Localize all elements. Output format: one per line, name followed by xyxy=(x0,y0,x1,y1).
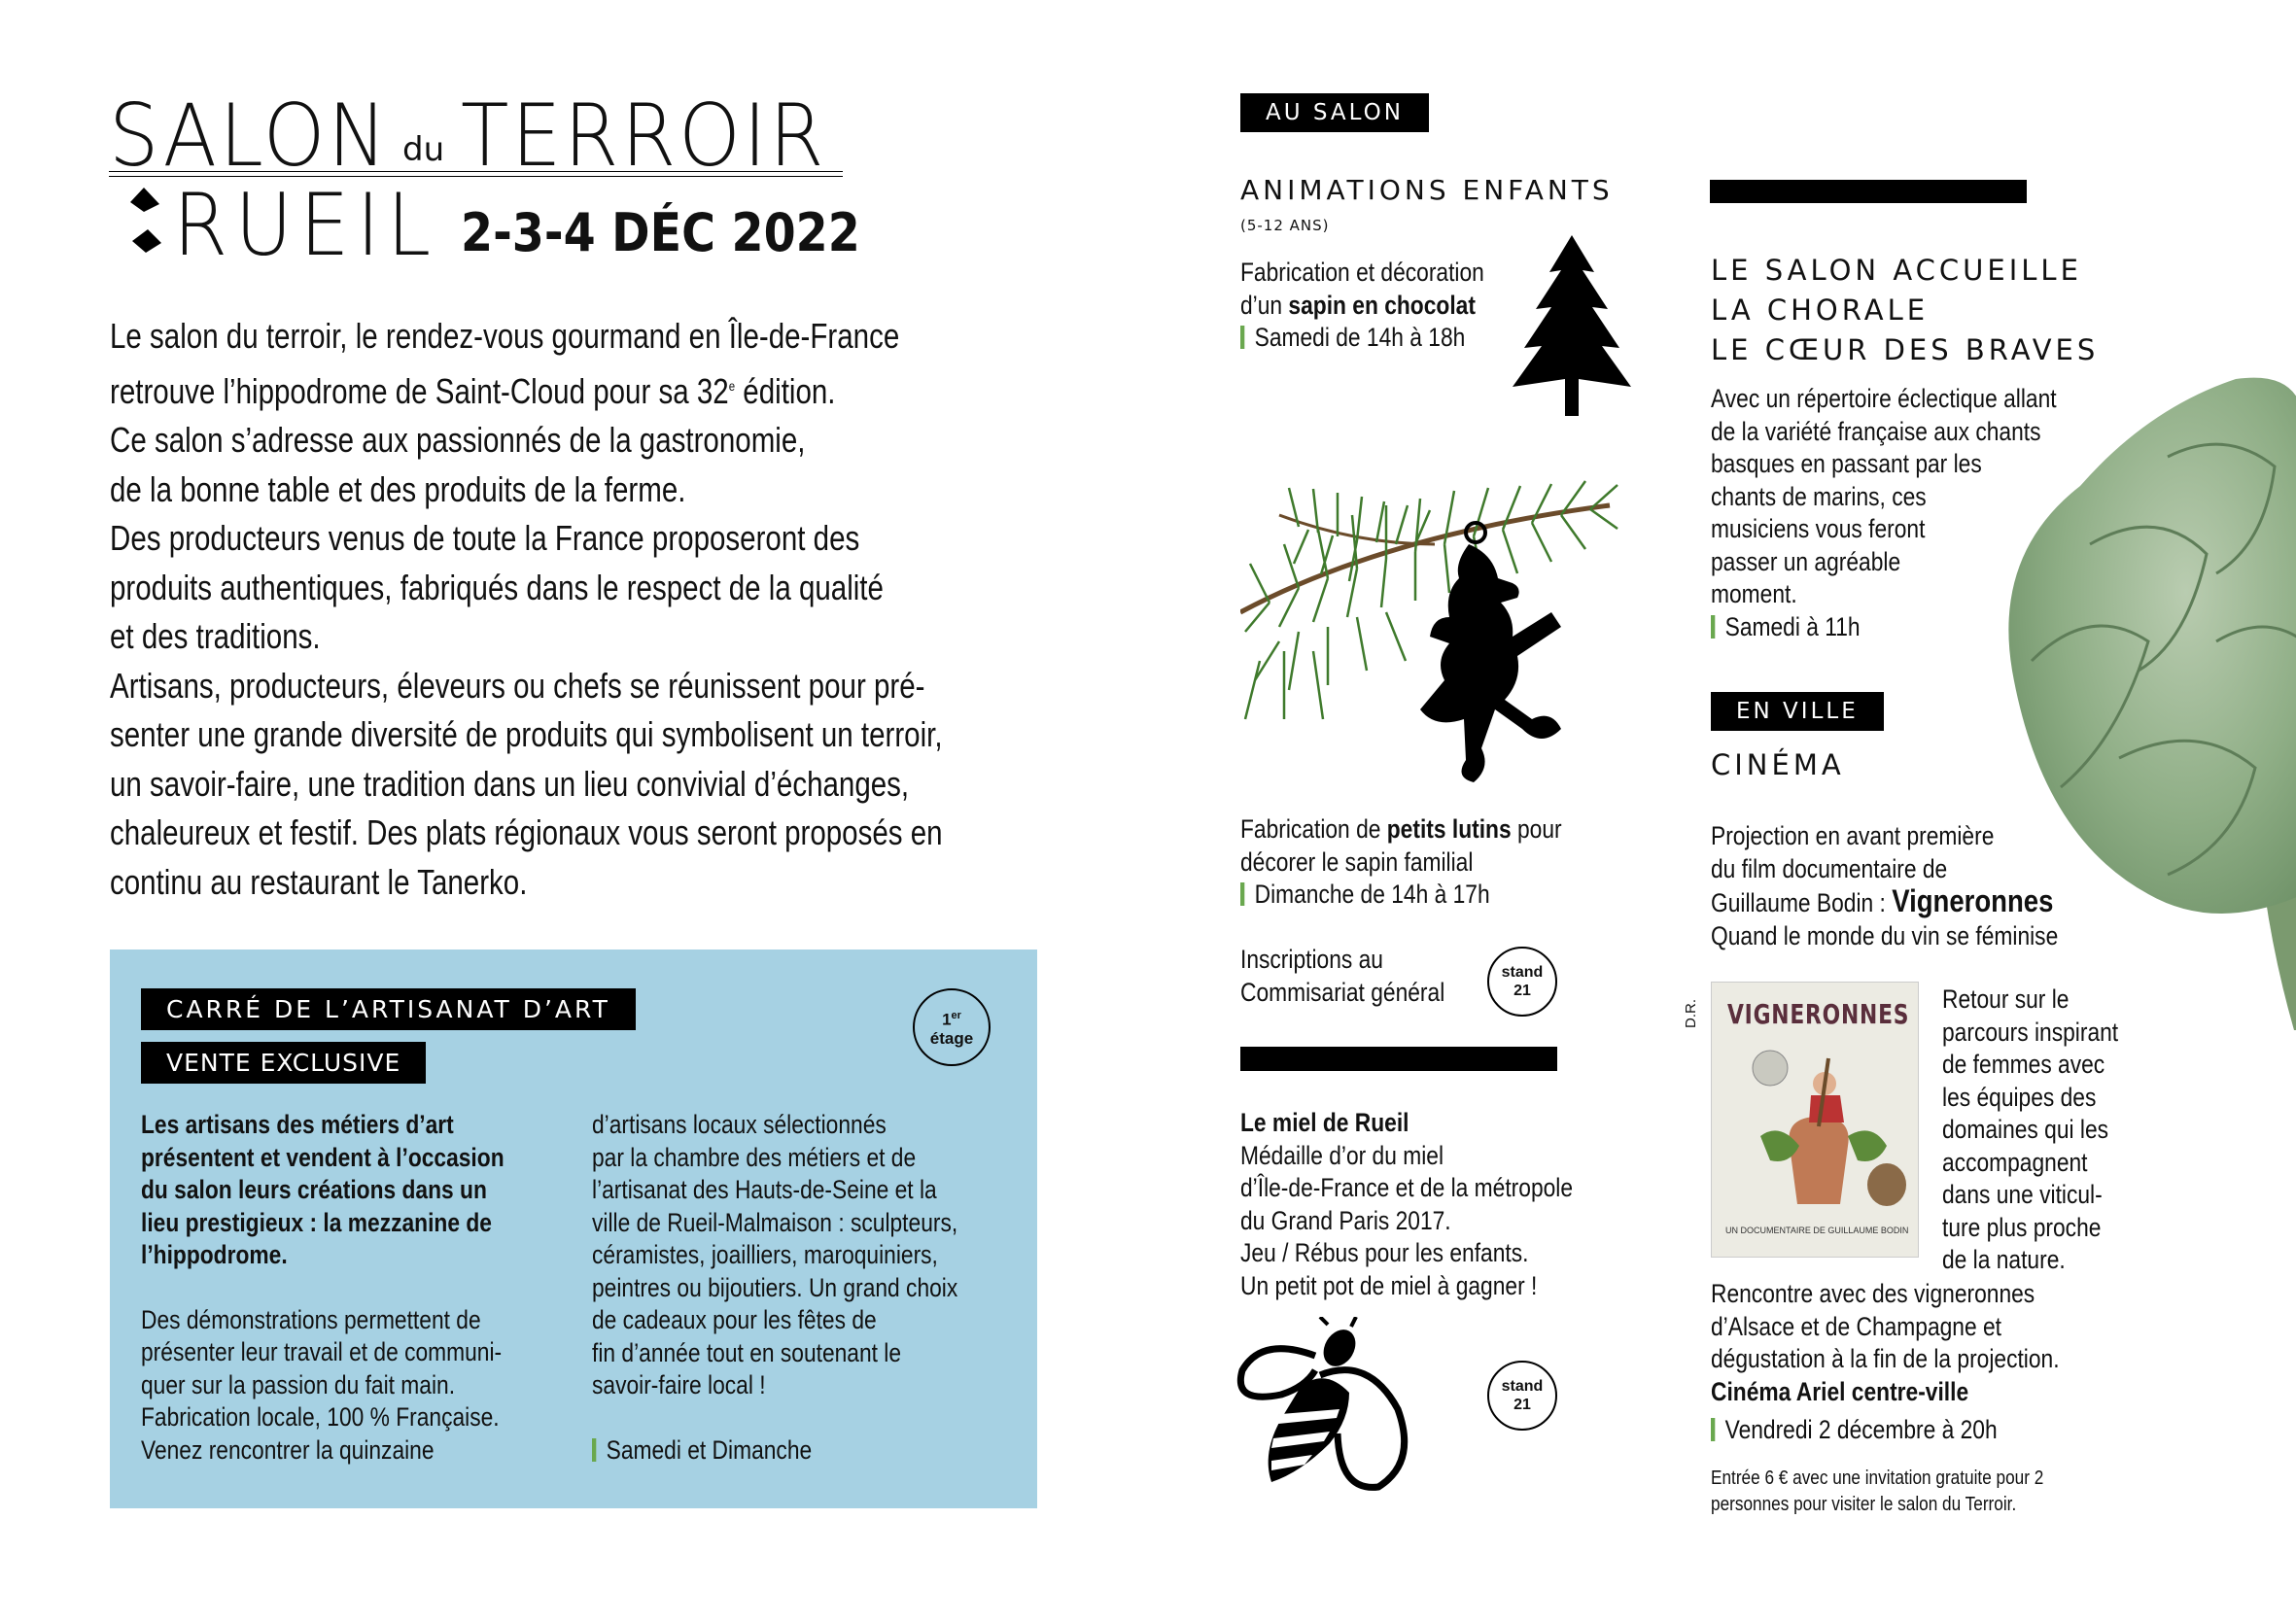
poster-title: VIGNERONNES xyxy=(1727,998,1910,1030)
intro-line: un savoir-faire, une tradition dans un lieu convivial d’échanges, xyxy=(110,763,910,804)
cinema-heading: CINÉMA xyxy=(1711,748,1845,781)
intro-line: chaleureux et festif. Des plats régionaux vous seront proposés en xyxy=(110,812,943,852)
intro-line: continu au restaurant le Tanerko. xyxy=(110,861,528,902)
animations-heading: ANIMATIONS ENFANTS xyxy=(1240,174,1614,206)
photo-credit: D.R. xyxy=(1683,999,1699,1028)
inscriptions-text: Inscriptions au Commisariat général xyxy=(1240,945,1445,1007)
intro-text xyxy=(110,312,943,907)
vente-tag: VENTE EXCLUSIVE xyxy=(141,1042,426,1084)
logo xyxy=(109,86,867,275)
rencontre-text: Rencontre avec des vigneronnes d’Alsace et de Champagne et dégustation à la fin de la projection. Cinéma Ariel centre-ville Vendredi 2 décembre à 20h xyxy=(1711,1279,2060,1444)
vigneronnes-side-text: Retour sur le parcours inspirant de femmes avec les équipes des domaines qui les accompagnent dans une viticul- ture plus proche de la nature. xyxy=(1942,984,2119,1274)
film-poster xyxy=(1711,982,1919,1258)
intro-line: Artisans, producteurs, éleveurs ou chefs se réunissent pour pré- xyxy=(110,665,925,706)
artisanat-panel xyxy=(110,950,1037,1508)
miel-text: Le miel de Rueil Médaille d’or du miel d’Île-de-France et de la métropole du Grand Paris 2017. Jeu / Rébus pour les enfants. Un petit pot de miel à gagner ! xyxy=(1240,1108,1574,1300)
chorale-text: Avec un répertoire éclectique allant de la variété française aux chants basques en passant par les chants de marins, ces musiciens vous feront passer un agréable moment. Samedi à 11h xyxy=(1711,384,2057,641)
intro-line: senter une grande diversité de produits qui symbolisent un terroir, xyxy=(110,714,943,754)
logo-terroir: TERROIR xyxy=(461,86,827,186)
divider-bar xyxy=(1240,1047,1557,1071)
tree-icon xyxy=(1509,233,1635,423)
lutins-text: Fabrication de petits lutins pour décorer le sapin familial Dimanche de 14h à 17h xyxy=(1240,814,1562,909)
chorale-heading: LE SALON ACCUEILLE LA CHORALE LE CŒUR DES BRAVES xyxy=(1711,254,2100,366)
logo-salon: SALON xyxy=(109,86,390,186)
leaf-icon xyxy=(124,183,163,275)
stand-badge: stand 21 xyxy=(1487,1361,1557,1431)
intro-line: Ce salon s’adresse aux passionnés de la gastronomie, xyxy=(110,420,806,460)
intro-line: et des traditions. xyxy=(110,616,321,656)
poster-art xyxy=(1731,1039,1906,1219)
intro-line: retrouve l’hippodrome de Saint-Cloud pour sa 32e édition. xyxy=(110,370,836,411)
au-salon-tag: AU SALON xyxy=(1240,93,1429,132)
divider-bar xyxy=(1710,180,2027,203)
artisanat-left-col: Les artisans des métiers d’art présentent et vendent à l’occasion du salon leurs créations dans un lieu prestigieux : la mezzanine de l’hippodrome. Des démonstrations permettent de présenter leur travail et de communi- quer sur la passion du fait main. Fabrication locale, 100 % Française. Venez rencontrer la quinzaine xyxy=(141,1110,504,1465)
intro-sup: e xyxy=(728,377,736,394)
intro-line: Des producteurs venus de toute la France proposeront des xyxy=(110,518,860,558)
artisanat-tag: CARRÉ DE L’ARTISANAT D’ART xyxy=(141,988,636,1030)
intro-line: produits authentiques, fabriqués dans le respect de la qualité xyxy=(110,567,884,607)
floor-badge: 1er étage xyxy=(913,988,991,1066)
projection-text: Projection en avant première du film documentaire de Guillaume Bodin : Vigneronnes Quand le monde du vin se féminise xyxy=(1711,821,2059,950)
logo-rueil: RUEIL xyxy=(173,175,438,275)
artisanat-when: Samedi et Dimanche xyxy=(592,1434,957,1468)
en-ville-tag: EN VILLE xyxy=(1711,692,1884,731)
stand-badge: stand 21 xyxy=(1487,947,1557,1017)
logo-dates: 2-3-4 DÉC 2022 xyxy=(461,202,860,263)
age-label: (5-12 ANS) xyxy=(1240,217,1330,234)
fir-branch-illustration xyxy=(1240,418,1629,802)
artisanat-right-col: d’artisans locaux sélectionnés par la chambre des métiers et de l’artisanat des Hauts-de-Seine et la ville de Rueil-Malmaison : sculpteurs, céramistes, joailliers, maroquiniers, peintres ou bijoutiers. Un grand choix de cadeaux pour les fêtes de fin d’année tout en soutenant le savoir-faire local ! Samedi et Dimanche xyxy=(592,1109,957,1467)
intro-line: de la bonne table et des produits de la ferme. xyxy=(110,468,686,509)
entree-text: Entrée 6 € avec une invitation gratuite pour 2 personnes pour visiter le salon du Terroir. xyxy=(1711,1468,2044,1515)
bee-icon xyxy=(1223,1317,1417,1506)
poster-subtitle: UN DOCUMENTAIRE DE GUILLAUME BODIN xyxy=(1725,1226,1909,1235)
logo-du: du xyxy=(402,130,445,169)
intro-line: Le salon du terroir, le rendez-vous gourmand en Île-de-France xyxy=(110,316,900,356)
sapin-text: Fabrication et décoration d’un sapin en chocolat Samedi de 14h à 18h xyxy=(1240,258,1484,352)
